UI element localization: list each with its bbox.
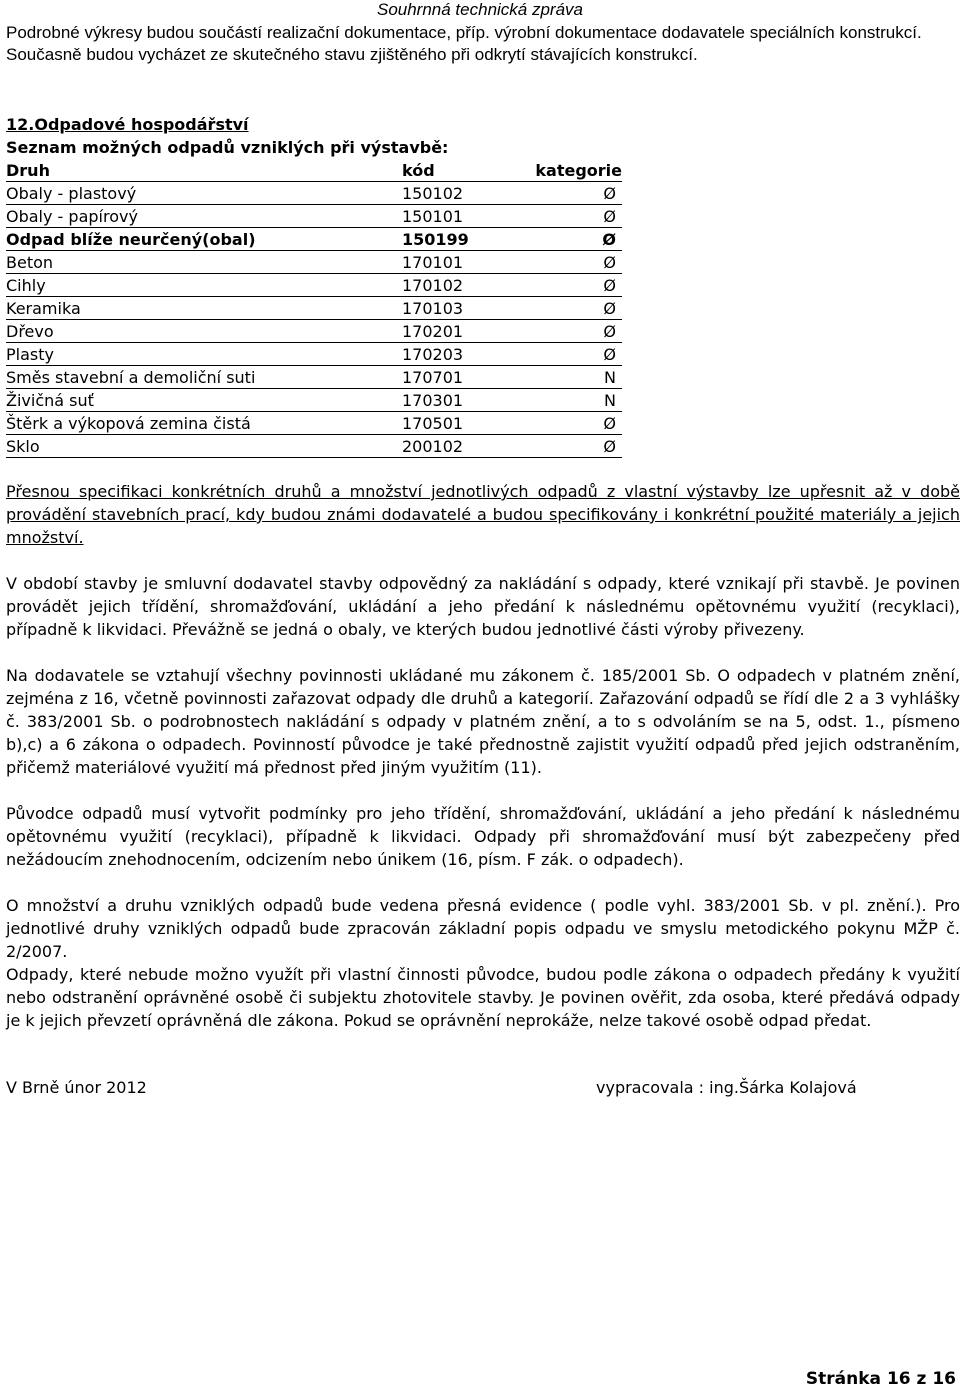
waste-table [6,159,622,458]
cell-druh: Obaly - papírový [6,207,138,226]
signature-place-date: V Brně únor 2012 [6,1078,147,1097]
table-row [6,412,622,435]
cell-kod: 170701 [402,368,464,387]
cell-druh: Plasty [6,345,54,364]
cell-kategorie: Ø [603,207,616,226]
table-row [6,320,622,343]
cell-kategorie: Ø [603,299,616,318]
cell-kategorie: Ø [603,322,616,341]
cell-kategorie: Ø [603,437,616,456]
cell-kod: 170101 [402,253,464,272]
page-header: Souhrnná technická zpráva [376,0,584,19]
header-kod: kód [402,161,435,180]
cell-kategorie: Ø [603,184,616,203]
header-druh: Druh [6,161,50,180]
table-row [6,182,622,205]
table-row [6,251,622,274]
cell-kod: 150102 [402,184,464,203]
cell-kod: 150199 [402,230,469,249]
cell-kod: 200102 [402,437,464,456]
page-number: Stránka 16 z 16 [805,1369,956,1389]
cell-kategorie: Ø [603,414,616,433]
table-row [6,297,622,320]
section-title: 12.Odpadové hospodářství [6,115,249,134]
section-subtitle: Seznam možných odpadů vzniklých při výstavbě: [6,138,449,157]
cell-kod: 170103 [402,299,464,318]
evidence-paragraph: O množství a druhu vzniklých odpadů bude vedena přesná evidence ( podle vyhl. 383/2001 Sb. v pl. znění.). Pro jednotlivé druhy vzniklých odpadů bude zpracován základní popis odpadu ve smyslu metodického pokynu MŽP č. 2/2007. [6,896,960,961]
table-row [6,343,622,366]
cell-druh: Dřevo [6,322,54,341]
table-row [6,228,622,251]
specification-paragraph: Přesnou specifikaci konkrétních druhů a množství jednotlivých odpadů z vlastní výstavby lze upřesnit až v době provádění stavebních prací, kdy budou známi dodavatelé a budou specifikovány i konkrétní použité materiály a jejich množství. [6,482,960,547]
table-row [6,205,622,228]
cell-kategorie: Ø [602,230,616,249]
cell-druh: Sklo [6,437,40,456]
header-kategorie: kategorie [535,161,622,180]
cell-kod: 170501 [402,414,464,433]
cell-druh: Beton [6,253,54,272]
cell-druh: Cihly [6,276,46,295]
legal-obligations-paragraph: Na dodavatele se vztahují všechny povinnosti ukládané mu zákonem č. 185/2001 Sb. O odpadech v platném znění, zejména z 16, včetně povinnosti zařazovat odpady dle druhů a kategorií. Zařazování odpadů se řídí dle 2 a 3 vyhlášky č. 383/2001 Sb. o podrobnostech nakládání s odpady v platném znění, a to s odvoláním se na 5, odst. 1., písmeno b),c) a 6 zákona o odpadech. Povinností původce je také přednostně zajistit využití odpadů před jejich odstraněním, přičemž materiálové využití má přednost před jiným využitím (11). [6,666,960,777]
table-row [6,366,622,389]
table-row [6,435,622,458]
contractor-duty-paragraph: V období stavby je smluvní dodavatel stavby odpovědný za nakládání s odpady, které vznikají při stavbě. Je povinen provádět jejich třídění, shromažďování, ukládání a jeho předání k následnému opětovnému využití (recyklaci), případně k likvidaci. Převážně se jedná o obaly, ve kterých budou jednotlivé části výroby přivezeny. [6,574,960,639]
signature-author: vypracovala : ing.Šárka Kolajová [596,1078,857,1097]
cell-druh: Štěrk a výkopová zemina čistá [6,414,251,433]
cell-druh: Živičná suť [6,391,94,410]
disposal-paragraph: Odpady, které nebude možno využít při vlastní činnosti původce, budou podle zákona o odpadech předány k využití nebo odstranění oprávněné osobě či subjektu zhotovitele stavby. Je povinen ověřit, zda osoba, které předává odpady je k jejich převzetí oprávněná dle zákona. Pokud se oprávnění neprokáže, nelze takové osobě odpad předat. [6,965,960,1030]
cell-druh: Obaly - plastový [6,184,137,203]
cell-druh: Odpad blíže neurčený(obal) [6,230,256,249]
cell-kategorie: Ø [603,345,616,364]
cell-kategorie: N [604,368,616,387]
cell-kod: 150101 [402,207,464,226]
originator-paragraph: Původce odpadů musí vytvořit podmínky pro jeho třídění, shromažďování, ukládání a jeho předání k následnému opětovnému využití (recyklaci), případně k likvidaci. Odpady při shromažďování musí být zabezpečeny před nežádoucím znehodnocením, odcizením nebo únikem (16, písm. F zák. o odpadech). [6,804,960,869]
cell-kod: 170203 [402,345,464,364]
cell-kategorie: N [604,391,616,410]
cell-kod: 170102 [402,276,464,295]
intro-paragraph: Podrobné výkresy budou součástí realizační dokumentace, příp. výrobní dokumentace dodavatele speciálních konstrukcí. Současně budou vycházet ze skutečného stavu zjištěného při odkrytí stávajících konstrukcí. [6,23,922,64]
cell-kod: 170301 [402,391,464,410]
cell-kategorie: Ø [603,276,616,295]
table-row [6,389,622,412]
cell-kod: 170201 [402,322,464,341]
cell-druh: Směs stavební a demoliční suti [6,368,256,387]
cell-kategorie: Ø [603,253,616,272]
table-row [6,274,622,297]
table-header-row [6,159,622,182]
cell-druh: Keramika [6,299,81,318]
